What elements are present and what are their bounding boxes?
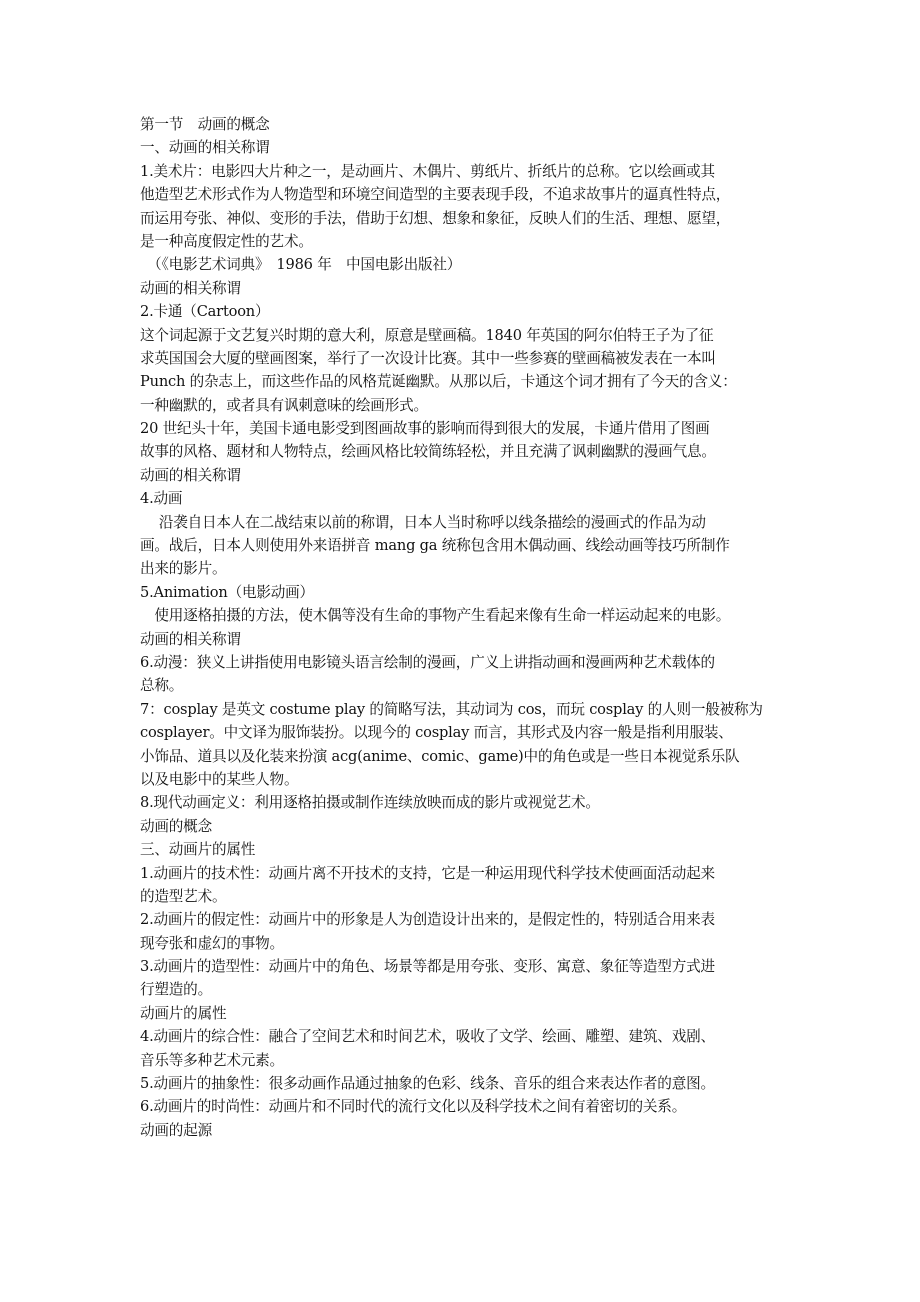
text-line: 动画的概念 (140, 817, 212, 835)
text-line: 20 世纪头十年，美国卡通电影受到图画故事的影响而得到很大的发展，卡通片借用了图画 (140, 420, 710, 438)
text-line: 出来的影片。 (140, 560, 227, 578)
text-line: 他造型艺术形式作为人物造型和环境空间造型的主要表现手段，不追求故事片的逼真性特点， (140, 186, 731, 204)
text-line: 6.动画片的时尚性：动画片和不同时代的流行文化以及科学技术之间有着密切的关系。 (140, 1098, 687, 1116)
text-line: 4.动画 (140, 490, 183, 508)
text-line: 故事的风格、题材和人物特点，绘画风格比较简练轻松，并且充满了讽刺幽默的漫画气息。 (140, 443, 716, 461)
text-line: 而运用夸张、神似、变形的手法，借助于幻想、想象和象征，反映人们的生活、理想、愿望， (140, 209, 731, 227)
text-line: 使用逐格拍摄的方法，使木偶等没有生命的事物产生看起来像有生命一样运动起来的电影。 (140, 607, 731, 625)
text-line: 动画的起源 (140, 1121, 212, 1139)
text-line: 行塑造的。 (140, 981, 212, 999)
text-line: 的造型艺术。 (140, 887, 227, 905)
text-line: 以及电影中的某些人物。 (140, 770, 299, 788)
text-line: 7：cosplay 是英文 costume play 的简略写法，其动词为 cos，而玩 cosplay 的人则一般被称为 (140, 700, 763, 718)
text-line: 8.现代动画定义：利用逐格拍摄或制作连续放映而成的影片或视觉艺术。 (140, 794, 600, 812)
text-line: 一种幽默的，或者具有讽刺意味的绘画形式。 (140, 396, 428, 414)
text-line: 2.卡通（Cartoon） (140, 303, 270, 321)
text-line: 动画的相关称谓 (140, 630, 241, 648)
text-line: Punch 的杂志上，而这些作品的风格荒诞幽默。从那以后，卡通这个词才拥有了今天的含义： (140, 373, 737, 391)
text-line: 6.动漫：狭义上讲指使用电影镜头语言绘制的漫画，广义上讲指动画和漫画两种艺术载体的 (140, 653, 715, 671)
text-line: 三、动画片的属性 (140, 841, 256, 859)
text-line: 总称。 (140, 677, 184, 695)
text-line: 3.动画片的造型性：动画片中的角色、场景等都是用夸张、变形、寓意、象征等造型方式进 (140, 958, 715, 976)
text-line: 求英国国会大厦的壁画图案，举行了一次设计比赛。其中一些参赛的壁画稿被发表在一本叫 (140, 349, 716, 367)
text-line: 5.Animation（电影动画） (140, 583, 314, 601)
text-line: 这个词起源于文艺复兴时期的意大利，原意是壁画稿。1840 年英国的阿尔伯特王子为了征 (140, 326, 714, 344)
document-page (140, 113, 790, 1142)
text-line: cosplayer。中文译为服饰装扮。以现今的 cosplay 而言，其形式及内容一般是指利用服装、 (140, 724, 733, 742)
text-line: 2.动画片的假定性：动画片中的形象是人为创造设计出来的，是假定性的，特别适合用来表 (140, 911, 715, 929)
text-line: 是一种高度假定性的艺术。 (140, 232, 313, 250)
text-line: 现夸张和虚幻的事物。 (140, 934, 284, 952)
text-line: 1.美术片：电影四大片种之一，是动画片、木偶片、剪纸片、折纸片的总称。它以绘画或其 (140, 162, 715, 180)
text-line: 4.动画片的综合性：融合了空间艺术和时间艺术，吸收了文学、绘画、雕塑、建筑、戏剧、 (140, 1028, 715, 1046)
text-line: 画。战后，日本人则使用外来语拼音 mang ga 统称包含用木偶动画、线绘动画等技巧所制作 (140, 537, 730, 555)
text-line: （《电影艺术词典》 1986 年 中国电影出版社） (140, 256, 462, 274)
text-line: 动画的相关称谓 (140, 466, 241, 484)
text-line: 一、动画的相关称谓 (140, 139, 270, 157)
text-line: 动画片的属性 (140, 1004, 227, 1022)
text-line: 1.动画片的技术性：动画片离不开技术的支持，它是一种运用现代科学技术使画面活动起来 (140, 864, 715, 882)
text-line: 动画的相关称谓 (140, 279, 241, 297)
text-line: 第一节 动画的概念 (140, 116, 270, 133)
text-line: 沿袭自日本人在二战结束以前的称谓，日本人当时称呼以线条描绘的漫画式的作品为动 (140, 513, 706, 531)
text-line: 音乐等多种艺术元素。 (140, 1051, 284, 1069)
text-line: 5.动画片的抽象性：很多动画作品通过抽象的色彩、线条、音乐的组合来表达作者的意图。 (140, 1075, 715, 1093)
text-line: 小饰品、道具以及化装来扮演 acg(anime、comic、game)中的角色或是一些日本视觉系乐队 (140, 747, 740, 765)
